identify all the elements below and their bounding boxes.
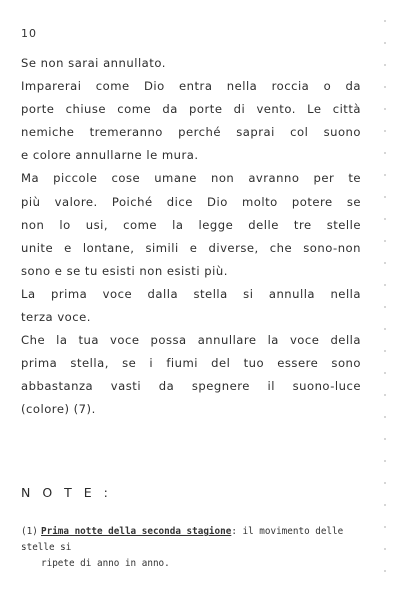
text-line: Imparerai come Dio entra nella roccia o da xyxy=(21,79,361,94)
perforation-dot xyxy=(384,20,386,22)
perforation-dot xyxy=(384,240,386,242)
text-line: più valore. Poiché dice Dio molto potere se xyxy=(21,194,361,209)
page-number: 10 xyxy=(21,27,37,40)
perforation-dot xyxy=(384,152,386,154)
perforation-dot xyxy=(384,218,386,220)
text-line: (colore) (7). xyxy=(21,402,96,417)
text-line: Ma piccole cose umane non avranno per te xyxy=(21,171,361,186)
perforation-dot xyxy=(384,526,386,528)
perforation-dot xyxy=(384,438,386,440)
perforation-dot xyxy=(384,460,386,462)
text-line: terza voce. xyxy=(21,310,91,325)
footnote-title: Prima notte della seconda stagione xyxy=(41,526,232,537)
perforation-dot xyxy=(384,350,386,352)
text-line: Che la tua voce possa annullare la voce della xyxy=(21,333,361,348)
perforation-dot xyxy=(384,196,386,198)
perforation-dot xyxy=(384,372,386,374)
perforation-dot xyxy=(384,262,386,264)
footnote-text: : il movimento delle stelle si xyxy=(21,526,344,553)
footnote-continuation: ripete di anno in anno. xyxy=(41,558,170,569)
perforation-dot xyxy=(384,284,386,286)
perforation-dot xyxy=(384,306,386,308)
perforation-dot xyxy=(384,482,386,484)
notes-heading: N O T E : xyxy=(21,485,112,500)
perforation-dot xyxy=(384,328,386,330)
perforation-dot xyxy=(384,64,386,66)
margin-perforation xyxy=(384,0,390,600)
perforation-dot xyxy=(384,86,386,88)
text-line: Se non sarai annullato. xyxy=(21,56,166,70)
perforation-dot xyxy=(384,394,386,396)
text-line: sono e se tu esisti non esisti più. xyxy=(21,263,228,278)
text-line: nemiche tremeranno perché saprai col suono xyxy=(21,125,361,140)
text-line: prima stella, se i fiumi del tuo essere sono xyxy=(21,356,361,371)
body-text xyxy=(21,52,361,422)
text-line: non lo usi, come la legge delle tre stelle xyxy=(21,217,361,232)
perforation-dot xyxy=(384,504,386,506)
text-line: porte chiuse come da porte di vento. Le città xyxy=(21,102,361,117)
perforation-dot xyxy=(384,548,386,550)
perforation-dot xyxy=(384,108,386,110)
text-line: abbastanza vasti da spegnere il suono-luce xyxy=(21,379,361,394)
text-line: e colore annullarne le mura. xyxy=(21,148,199,163)
perforation-dot xyxy=(384,570,386,572)
perforation-dot xyxy=(384,416,386,418)
perforation-dot xyxy=(384,42,386,44)
text-line: La prima voce dalla stella si annulla nella xyxy=(21,286,361,301)
footnote-number: (1) xyxy=(21,526,38,537)
perforation-dot xyxy=(384,174,386,176)
text-line: unite e lontane, simili e diverse, che sono-non xyxy=(21,240,361,255)
perforation-dot xyxy=(384,130,386,132)
footnote xyxy=(21,524,361,572)
